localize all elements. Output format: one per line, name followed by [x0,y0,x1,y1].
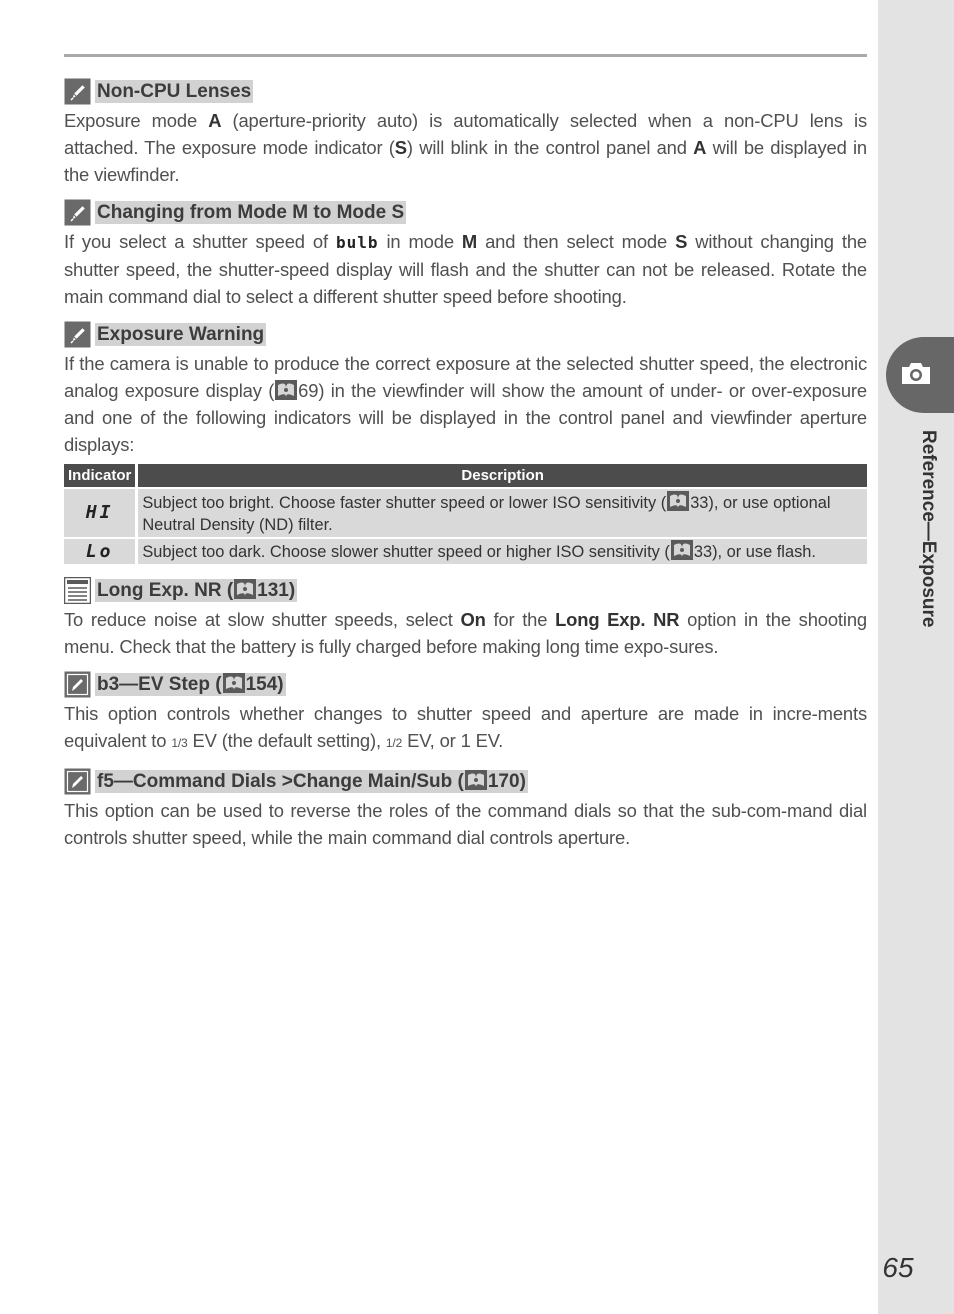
top-rule [64,54,867,57]
section-body: If you select a shutter speed of bulb in mode M and then select mode S without changing the shutter speed, the shutter-speed display will flash and the shutter can not be released. Rotate the main command dial to select a different shutter speed before shooting. [64,231,867,307]
page-reference-icon [465,770,487,790]
section-heading [64,78,867,105]
indicator-cell: HI [64,489,138,537]
pencil-note-icon [64,78,91,105]
column-header-description: Description [138,464,867,487]
section-heading [64,671,867,698]
section-heading [64,577,867,604]
pencil-note-icon [64,199,91,226]
page-reference-icon [223,673,245,693]
section-body: Exposure mode A (aperture-priority auto) is automatically selected when a non-CPU lens is attached. The exposure mode indicator (S) will blink in the control panel and A will be displayed in the viewfinder. [64,110,868,185]
section-body: To reduce noise at slow shutter speeds, select On for the Long Exp. NR option in the shooting menu. Check that the battery is fully charged before making long time expo-sures. [64,609,867,657]
page-number: 65 [882,1252,914,1283]
page-reference-icon [667,491,689,511]
page-content [64,78,867,862]
section-title: Changing from Mode M to Mode S [97,202,405,223]
page-reference-icon [671,540,693,560]
section-title: f5—Command Dials >Change Main/Sub ( 170) [97,771,526,792]
chapter-sidebar [878,0,954,1314]
section-title: Non-CPU Lenses [97,81,252,102]
section-heading [64,768,867,795]
custom-setting-pencil-icon [64,671,91,698]
description-cell: Subject too dark. Choose slower shutter speed or higher ISO sensitivity ( 33), or use flash. [138,539,867,564]
section-body: This option controls whether changes to shutter speed and aperture are made in incre-ments equivalent to 1/3 EV (the default setting), 1/2 EV, or 1 EV. [64,703,867,751]
chapter-tab[interactable] [886,337,954,413]
page-reference-icon [275,380,297,400]
table-header-row [64,464,867,487]
page-reference-icon [234,579,256,599]
section-command-dials [64,768,867,851]
section-body: If the camera is unable to produce the correct exposure at the selected shutter speed, the electronic analog exposure display ( 69) in the viewfinder will show the amount of under- or over-exposure and one of the following indicators will be displayed in the control panel and viewfinder aperture displays: [64,353,867,455]
description-cell: Subject too bright. Choose faster shutter speed or lower ISO sensitivity ( 33), or use optional Neutral Density (ND) filter. [138,489,867,537]
section-title: Long Exp. NR ( 131) [97,580,296,601]
chapter-label: Reference—Exposure [918,430,939,628]
indicator-table [64,462,867,566]
section-heading [64,199,867,226]
column-header-indicator: Indicator [64,464,138,487]
table-row [64,539,867,564]
section-changing-mode [64,199,867,310]
section-non-cpu-lenses [64,78,867,188]
pencil-note-icon [64,321,91,348]
bulb-lcd-indicator: bulb [335,233,379,252]
section-long-exp-nr [64,577,867,660]
custom-setting-pencil-icon [64,768,91,795]
menu-list-icon [64,577,91,604]
table-row [64,489,867,537]
indicator-cell: Lo [64,539,138,564]
section-exposure-warning [64,321,867,566]
camera-icon [899,360,933,390]
section-title: Exposure Warning [97,324,265,345]
section-body: This option can be used to reverse the roles of the command dials so that the sub-com-mand dial controls shutter speed, while the main command dial controls aperture. [64,800,867,848]
section-title: b3—EV Step ( 154) [97,674,284,695]
section-heading [64,321,867,348]
section-ev-step [64,671,867,757]
